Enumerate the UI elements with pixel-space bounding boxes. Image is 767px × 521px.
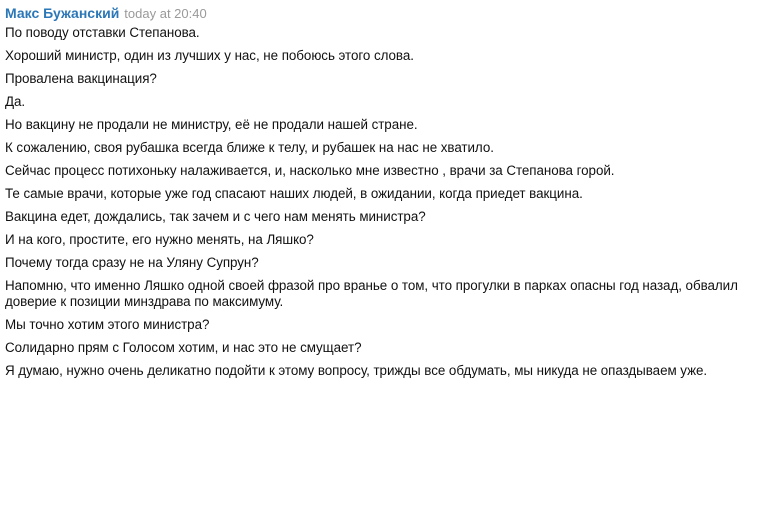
message-paragraph: Но вакцину не продали не министру, её не продали нашей стране. [5, 117, 418, 132]
message-paragraph: Хороший министр, один из лучших у нас, не побоюсь этого слова. [5, 48, 414, 63]
message-body [5, 25, 765, 379]
message-paragraph: Напомню, что именно Ляшко одной своей фразой про враньe о том, что прогулки в парках опасны год назад, обвалил доверие к позиции минздрава по максимуму. [5, 278, 738, 309]
author-name[interactable]: Макс Бужанский [5, 5, 120, 21]
message-paragraph: По поводу отставки Степанова. [5, 25, 200, 40]
message-paragraph: Сейчас процесс потихоньку налаживается, и, насколько мне известно , врачи за Степанова горой. [5, 163, 615, 178]
message-paragraph: Почему тогда сразу не на Уляну Супрун? [5, 255, 259, 270]
message-paragraph: И на кого, простите, его нужно менять, на Ляшко? [5, 232, 314, 247]
message-paragraph: К сожалению, своя рубашка всегда ближе к телу, и рубашек на нас не хватило. [5, 140, 494, 155]
message-timestamp: today at 20:40 [124, 6, 207, 21]
message-paragraph: Да. [5, 94, 26, 109]
message-paragraph: Я думаю, нужно очень деликатно подойти к этому вопросу, трижды все обдумать, мы никуда не опаздываем уже. [5, 363, 708, 378]
message-paragraph: Мы точно хотим этого министра? [5, 317, 210, 332]
message-paragraph: Солидарно прям с Голосом хотим, и нас это не смущает? [5, 340, 362, 355]
message-header [5, 4, 765, 22]
message-paragraph: Провалена вакцинация? [5, 71, 157, 86]
message-paragraph: Вакцина едет, дождались, так зачем и с чего нам менять министра? [5, 209, 426, 224]
chat-message [5, 4, 765, 379]
message-paragraph: Те самые врачи, которые уже год спасают наших людей, в ожидании, когда приедет вакцина. [5, 186, 583, 201]
